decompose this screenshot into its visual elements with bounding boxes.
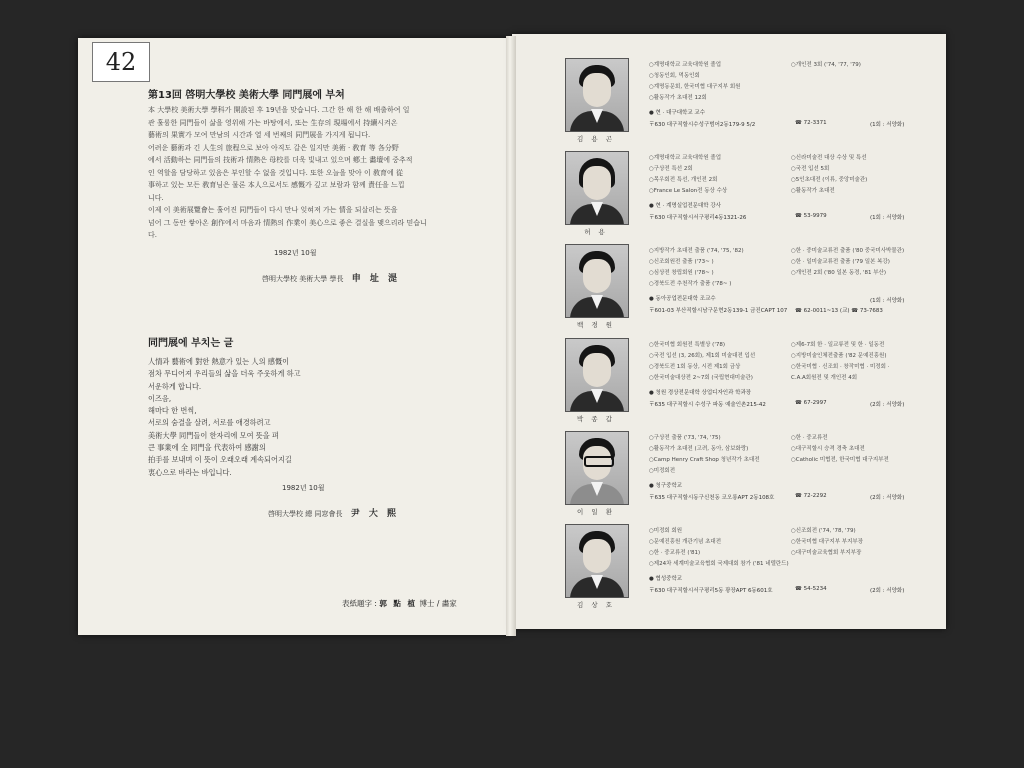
section-2-date: 1982년 10월 bbox=[282, 484, 325, 492]
artist-entry bbox=[565, 431, 945, 521]
poem-line: 서로의 숨결을 살려, 서로를 애경하려고 bbox=[148, 418, 271, 428]
poem-line: 衷心으로 바라는 바입니다. bbox=[148, 467, 232, 477]
career-list bbox=[649, 526, 789, 570]
section-1-signature-name: 申 址 湜 bbox=[351, 274, 400, 284]
artist-entry bbox=[565, 524, 945, 614]
graduation-class: (2회 : 서양화) bbox=[870, 402, 905, 408]
section-2-signature bbox=[268, 506, 399, 519]
career-item: ○제6-7회 한 · 일교류전 및 한 · 일동전 bbox=[791, 342, 885, 348]
career-item: ○청동인회, 먹동인회 bbox=[649, 73, 700, 79]
career-item: ○한국미협 대구지부 부지부장 bbox=[791, 539, 864, 545]
career-list-secondary bbox=[791, 60, 861, 71]
poem-line: 점차 무디어져 우리들의 삶을 더욱 주웃하게 하고 bbox=[148, 369, 301, 379]
career-item: ○문예진흥원 개관기념 초대전 bbox=[649, 539, 722, 545]
career-item: ○제24차 세계미술교육협회 국제대회 참가 ('81 네델란드) bbox=[649, 561, 789, 567]
phone: ☎ 54-5234 bbox=[795, 586, 827, 592]
address: 〒635 대구직할시 수성구 파동 예술인촌215-42 bbox=[649, 402, 766, 408]
poem-line: 美術大學 同門들이 한자리에 모여 뜻을 펴 bbox=[148, 430, 279, 440]
career-item: ○한국미협 · 신조회 · 창작미협 · 미정회 · bbox=[791, 364, 890, 370]
career-item: ○5인초대전 (이류, 중앙미술관) bbox=[791, 177, 868, 183]
poem-line: 拍手를 보내며 이 뜻이 오래오래 계속되어지길 bbox=[148, 455, 292, 465]
career-list bbox=[649, 246, 744, 290]
artist-name: 김 용 곤 bbox=[577, 135, 615, 143]
portrait-photo bbox=[565, 524, 629, 598]
career-item: ○계명동문회, 한국미협 대구지부 회원 bbox=[649, 84, 741, 90]
current-position: ● 청원 경상전문대학 상업디자인과 학과장 bbox=[649, 390, 752, 396]
graduation-class: (1회 : 서양화) bbox=[870, 122, 905, 128]
poem-line: 큰 事業에 全 同門을 代表하여 感謝의 bbox=[148, 443, 266, 453]
career-item: ○목우회전 특선, 개인전 2회 bbox=[649, 177, 718, 183]
career-item: ○미정회전 bbox=[649, 468, 676, 474]
career-item: ○신라미술전 대상 수상 및 특선 bbox=[791, 155, 867, 161]
career-item: ○대구미술교육협회 부지부장 bbox=[791, 550, 862, 556]
section-2-signature-role: 啓明大學校 總 同窓會長 bbox=[268, 510, 343, 518]
artist-entry bbox=[565, 151, 945, 241]
phone: ☎ 72-2292 bbox=[795, 493, 827, 499]
phone: ☎ 53-9979 bbox=[795, 213, 827, 219]
section-1-signature-role: 啓明大學校 美術大學 學長 bbox=[262, 275, 344, 283]
graduation-class: (1회 : 서양화) bbox=[870, 215, 905, 221]
artist-name: 허 용 bbox=[584, 228, 608, 236]
phone: ☎ 67-2997 bbox=[795, 400, 827, 406]
career-item: ○개인전 3회 ('74, '77, '79) bbox=[791, 62, 861, 68]
artist-name: 김 상 호 bbox=[577, 601, 615, 609]
address: 〒601-03 부산직할시남구문현2동139-1 금진CAPT 107 bbox=[649, 308, 788, 314]
career-item: ○계명대학교 교육대학원 졸업 bbox=[649, 155, 722, 161]
address: 〒630 대구직할시서구평리5동 광장APT 6동601호 bbox=[649, 588, 773, 594]
career-item: ○활동작가 초대전 (고려, 동아, 삼보화랑) bbox=[649, 446, 749, 452]
artist-entry bbox=[565, 58, 945, 148]
career-list-secondary bbox=[791, 153, 867, 197]
poem-line: 해마다 한 번씩, bbox=[148, 406, 197, 416]
career-item: ○Catholic 미협전, 한국미협 대구지부전 bbox=[791, 457, 889, 463]
poem-line: 人情과 藝術에 對한 熱意가 있는 人의 感慨이 bbox=[148, 357, 290, 366]
section-1-body: 本 大學校 美術大學 學科가 開設된 후 19년을 맞습니다. 그간 한 해 한 해 배출하여 일 관 훌륭한 同門들이 삶을 영위해 가는 바탕에서, 또는 生存의 現場에서 持續시켜온 藝術의 果實가 모여 만남의 시간과 열 세 번째의 同門展을 가지게 됩니다. 어려운 藝術과 긴 人生의 旅程으로 보아 아직도 갈은 일지만 美術 · 敎育 等 各分野 에서 活動하는 同門들의 技術과 情熱은 母校를 더욱 빛내고 있으며 鄕土 畵壇에 중추적 인 역할을 담당하고 있음은 부인할 수 없을 것입니다. 또한 오늘을 맞아 이 敎育에 從 事하고 있는 모든 敎育님은 물론 本人으로서도 感慨가 깊고 보람과 함께 責任을 느낍 니다. 이제 이 美術展覽會는 훌어진 同門들이 다시 만나 잊혀져 가는 情을 되살리는 뜻을 넘어 그 동안 쌓아온 創作에서 마음과 情熱의 作業이 美心으로 좋은 결실을 맺으리라 믿습니 다. bbox=[148, 106, 427, 239]
portrait-photo bbox=[565, 338, 629, 412]
career-item: ○한 · 중교류전 ('81) bbox=[649, 550, 701, 556]
career-item: ○활동작가 초대전 12회 bbox=[649, 95, 707, 101]
section-2-signature-name: 尹 大 熙 bbox=[350, 509, 399, 519]
career-list bbox=[649, 433, 760, 477]
current-position: ● 청구중학교 bbox=[649, 483, 683, 489]
portrait-photo bbox=[565, 244, 629, 318]
book-gutter bbox=[506, 36, 516, 636]
career-list bbox=[649, 340, 755, 384]
portrait-photo bbox=[565, 431, 629, 505]
current-position: ● 현 · 계명실업전문대학 강사 bbox=[649, 203, 721, 209]
artist-name: 이 일 환 bbox=[577, 508, 615, 516]
poem-line: 이즈음, bbox=[148, 393, 172, 403]
career-item: ○대구직할시 승격 경축 초대전 bbox=[791, 446, 865, 452]
phone: ☎ 72-3371 bbox=[795, 120, 827, 126]
career-list-secondary bbox=[791, 526, 863, 559]
section-2-title: 同門展에 부치는 글 bbox=[148, 338, 234, 349]
artist-name: 박 종 갑 bbox=[577, 415, 615, 423]
section-2-text bbox=[148, 356, 301, 479]
career-list bbox=[649, 153, 727, 197]
career-item: ○경북도전 1회 동상, 시전 제1회 금상 bbox=[649, 364, 741, 370]
address: 〒635 대구직할시동구신천동 코오롱APT 2동108호 bbox=[649, 495, 775, 501]
artist-entry bbox=[565, 244, 945, 334]
career-item: ○계명대학교 교육대학원 졸업 bbox=[649, 62, 722, 68]
cover-credit-label: 表紙題字 : bbox=[342, 599, 377, 608]
cover-credit-name: 郭 點 植 bbox=[379, 599, 418, 608]
career-item: ○지방작가 초대전 출품 ('74, '75, '82) bbox=[649, 248, 744, 254]
poem-line: 서운하게 합니다. bbox=[148, 381, 202, 391]
career-item: ○지방미술인체전출품 ('82 문예진흥원) bbox=[791, 353, 887, 359]
current-position: ● 동아공업전문대학 조교수 bbox=[649, 296, 716, 302]
career-item: ○구상전 출품 ('73, '74, '75) bbox=[649, 435, 721, 441]
graduation-class: (2회 : 서양화) bbox=[870, 588, 905, 594]
career-item: ○경북도전 추천작가 출품 ('78~ ) bbox=[649, 281, 732, 287]
page-number: 42 bbox=[92, 42, 150, 82]
career-item: ○심상전 창립회원 ('78~ ) bbox=[649, 270, 714, 276]
career-item: ○한국미협 회원전 특별상 ('78) bbox=[649, 342, 725, 348]
cover-credit bbox=[342, 598, 457, 609]
graduation-class: (1회 : 서양화) bbox=[870, 298, 905, 304]
career-item: ○France Le Salon전 동상 수상 bbox=[649, 188, 728, 194]
artist-entry bbox=[565, 338, 945, 428]
section-1-signature bbox=[262, 271, 400, 284]
career-item: ○한 · 일미술교류전 출품 ('79 일본 복강) bbox=[791, 259, 890, 265]
graduation-class: (2회 : 서양화) bbox=[870, 495, 905, 501]
career-item: ○미정회 회원 bbox=[649, 528, 683, 534]
career-item: ○한국미술대상전 2~7회 (국립현대미술관) bbox=[649, 375, 753, 381]
career-list bbox=[649, 60, 741, 104]
address: 〒630 대구직할시수성구범어2동179-9 5/2 bbox=[649, 122, 756, 128]
section-1-date: 1982년 10월 bbox=[274, 249, 317, 257]
portrait-photo bbox=[565, 151, 629, 225]
current-position: ● 현 · 대구대학교 교수 bbox=[649, 110, 706, 116]
career-item: ○활동작가 초대전 bbox=[791, 188, 835, 194]
career-item: ○구상전 특선 2회 bbox=[649, 166, 693, 172]
artist-name: 백 경 원 bbox=[577, 321, 615, 329]
career-item: C.A.A회원전 및 개인전 4회 bbox=[791, 375, 858, 381]
glasses-icon bbox=[584, 456, 614, 467]
phone: ☎ 62-0011~13 (교) ☎ 73-7683 bbox=[795, 308, 883, 314]
portrait-photo bbox=[565, 58, 629, 132]
career-item: ○Camp Henry Craft Shop 청년작가 초대전 bbox=[649, 457, 760, 463]
career-item: ○신조회전 ('74, '78, '79) bbox=[791, 528, 856, 534]
career-item: ○개인전 2회 ('80 일본 동경, '81 부산) bbox=[791, 270, 886, 276]
career-list-secondary bbox=[791, 433, 889, 466]
section-1-title: 第13回 啓明大學校 美術大學 同門展에 부쳐 bbox=[148, 90, 345, 101]
career-item: ○국전 입선 (3, 26회), 제1회 미술대전 입선 bbox=[649, 353, 756, 359]
career-item: ○신조회원전 출품 ('73~ ) bbox=[649, 259, 714, 265]
address: 〒630 대구직할시서구평리4동1321-26 bbox=[649, 215, 747, 221]
career-item: ○한 · 중미술교류전 출품 ('80 중국미사박물관) bbox=[791, 248, 905, 254]
career-list-secondary bbox=[791, 340, 889, 384]
current-position: ● 협성중학교 bbox=[649, 576, 683, 582]
cover-credit-title: 博士 / 畵家 bbox=[419, 599, 457, 608]
career-item: ○국전 입선 5회 bbox=[791, 166, 830, 172]
career-list-secondary bbox=[791, 246, 904, 279]
career-item: ○한 · 중교류전 bbox=[791, 435, 828, 441]
